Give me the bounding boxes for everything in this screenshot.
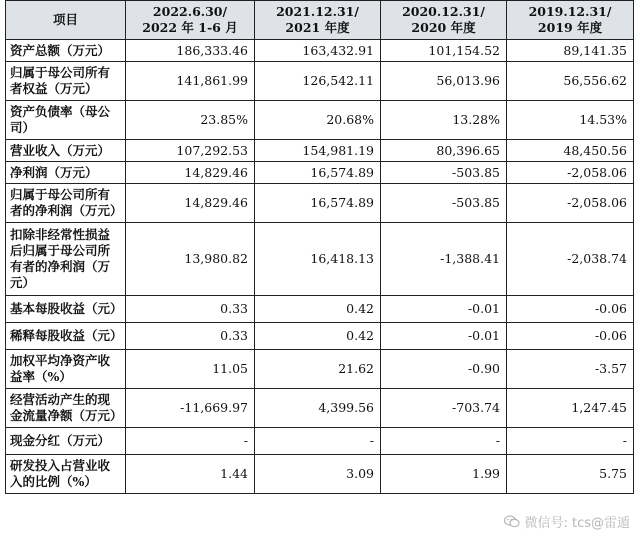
cell-value: -2,058.06 (507, 184, 634, 223)
header-col-2022h1 (126, 1, 255, 40)
row-label: 稀释每股收益（元） (6, 323, 126, 350)
table-row (6, 428, 634, 455)
cell-value: 13,980.82 (126, 223, 255, 296)
row-label: 经营活动产生的现金流量净额（万元） (6, 389, 126, 428)
cell-value: 0.33 (126, 323, 255, 350)
cell-value: -0.06 (507, 296, 634, 323)
cell-value: - (381, 428, 507, 455)
table-row (6, 223, 634, 296)
watermark-text: 微信号: tcs@雷遁 (524, 516, 630, 531)
cell-value: 0.42 (255, 296, 381, 323)
cell-value: 5.75 (507, 455, 634, 494)
header-date: 2019.12.31/ (528, 4, 612, 19)
cell-value: -503.85 (381, 184, 507, 223)
wechat-icon (504, 515, 520, 528)
header-period: 2021 年度 (285, 20, 350, 35)
header-col-2020 (381, 1, 507, 40)
cell-value: 154,981.19 (255, 140, 381, 162)
cell-value: 0.42 (255, 323, 381, 350)
table-row (6, 40, 634, 62)
cell-value: 13.28% (381, 101, 507, 140)
table-row (6, 455, 634, 494)
cell-value: -2,038.74 (507, 223, 634, 296)
table-row (6, 323, 634, 350)
cell-value: 107,292.53 (126, 140, 255, 162)
cell-value: 89,141.35 (507, 40, 634, 62)
row-label: 扣除非经常性损益后归属于母公司所有者的净利润（万元） (6, 223, 126, 296)
cell-value: 11.05 (126, 350, 255, 389)
cell-value: -0.01 (381, 296, 507, 323)
row-label: 基本每股收益（元） (6, 296, 126, 323)
header-item: 项目 (6, 1, 126, 40)
header-col-2021 (255, 1, 381, 40)
cell-value: -503.85 (381, 162, 507, 184)
cell-value: -2,058.06 (507, 162, 634, 184)
header-date: 2021.12.31/ (276, 4, 359, 19)
cell-value: 4,399.56 (255, 389, 381, 428)
cell-value: 186,333.46 (126, 40, 255, 62)
cell-value: 80,396.65 (381, 140, 507, 162)
header-period: 2020 年度 (411, 20, 476, 35)
table-row (6, 350, 634, 389)
cell-value: 126,542.11 (255, 62, 381, 101)
row-label: 净利润（万元） (6, 162, 126, 184)
table-row (6, 296, 634, 323)
cell-value: 16,574.89 (255, 184, 381, 223)
header-period: 2022 年 1-6 月 (142, 20, 238, 35)
cell-value: 1.44 (126, 455, 255, 494)
table-row (6, 62, 634, 101)
table-row (6, 140, 634, 162)
row-label: 研发投入占营业收入的比例（%） (6, 455, 126, 494)
table-row (6, 162, 634, 184)
cell-value: 14.53% (507, 101, 634, 140)
cell-value: 14,829.46 (126, 162, 255, 184)
row-label: 加权平均净资产收益率（%） (6, 350, 126, 389)
financial-table (5, 0, 634, 494)
table-body (6, 40, 634, 494)
table-header-row (6, 1, 634, 40)
cell-value: - (126, 428, 255, 455)
cell-value: - (507, 428, 634, 455)
row-label: 资产负债率（母公司） (6, 101, 126, 140)
cell-value: 1,247.45 (507, 389, 634, 428)
cell-value: 20.68% (255, 101, 381, 140)
cell-value: -11,669.97 (126, 389, 255, 428)
header-col-2019 (507, 1, 634, 40)
watermark (504, 512, 630, 531)
cell-value: 141,861.99 (126, 62, 255, 101)
table-row (6, 184, 634, 223)
table-row (6, 389, 634, 428)
row-label: 归属于母公司所有者权益（万元） (6, 62, 126, 101)
cell-value: 3.09 (255, 455, 381, 494)
cell-value: 21.62 (255, 350, 381, 389)
cell-value: -0.90 (381, 350, 507, 389)
table-row (6, 101, 634, 140)
row-label: 营业收入（万元） (6, 140, 126, 162)
cell-value: 48,450.56 (507, 140, 634, 162)
row-label: 资产总额（万元） (6, 40, 126, 62)
cell-value: 16,418.13 (255, 223, 381, 296)
cell-value: 0.33 (126, 296, 255, 323)
header-period: 2019 年度 (537, 20, 603, 35)
cell-value: 56,556.62 (507, 62, 634, 101)
cell-value: - (255, 428, 381, 455)
cell-value: 16,574.89 (255, 162, 381, 184)
cell-value: 23.85% (126, 101, 255, 140)
row-label: 归属于母公司所有者的净利润（万元） (6, 184, 126, 223)
cell-value: 163,432.91 (255, 40, 381, 62)
cell-value: 1.99 (381, 455, 507, 494)
cell-value: -0.06 (507, 323, 634, 350)
cell-value: -1,388.41 (381, 223, 507, 296)
header-date: 2020.12.31/ (402, 4, 485, 19)
cell-value: -3.57 (507, 350, 634, 389)
header-date: 2022.6.30/ (152, 4, 228, 19)
cell-value: -703.74 (381, 389, 507, 428)
cell-value: 14,829.46 (126, 184, 255, 223)
cell-value: 101,154.52 (381, 40, 507, 62)
cell-value: -0.01 (381, 323, 507, 350)
cell-value: 56,013.96 (381, 62, 507, 101)
row-label: 现金分红（万元） (6, 428, 126, 455)
